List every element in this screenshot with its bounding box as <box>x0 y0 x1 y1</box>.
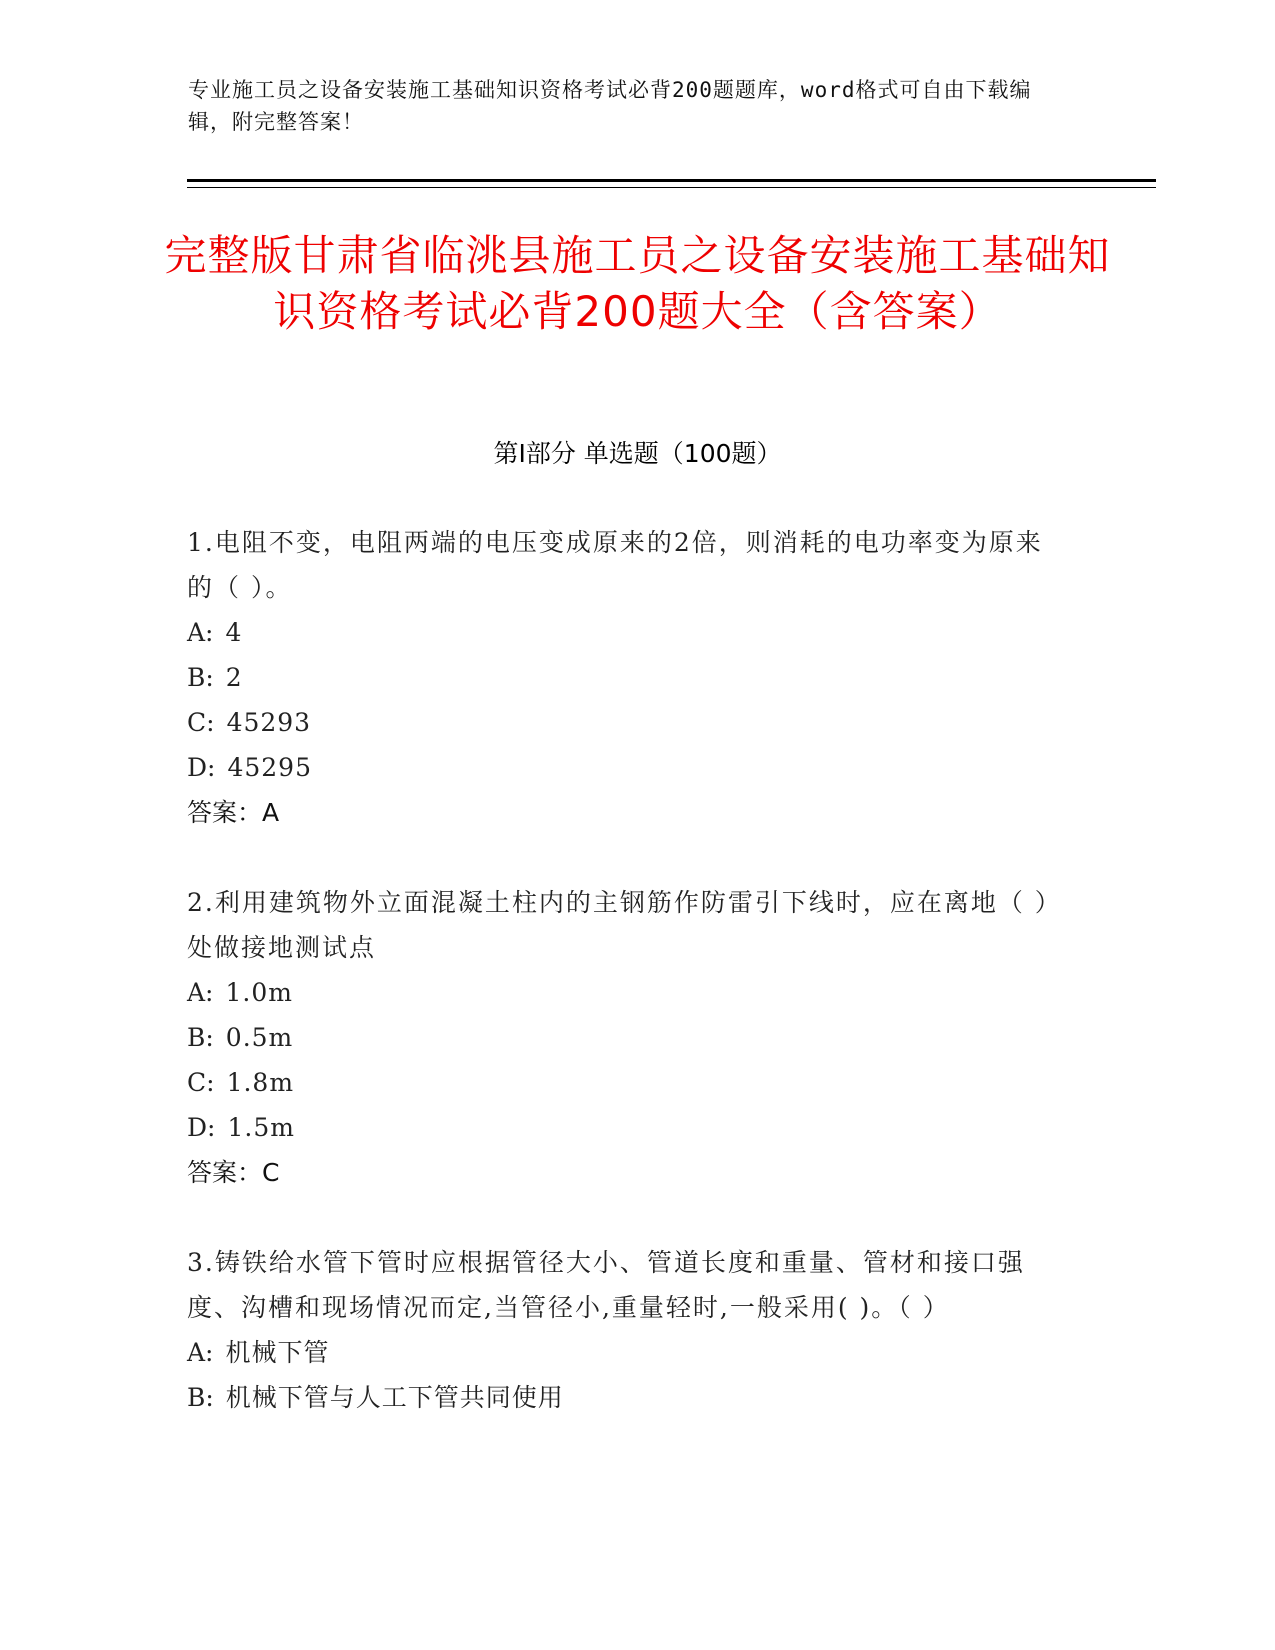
option-text: 45295 <box>227 753 312 782</box>
option-letter: C: <box>187 1068 215 1097</box>
option-text: 1.5m <box>227 1113 295 1142</box>
header-divider-thick <box>187 179 1156 182</box>
option-c <box>187 700 1067 745</box>
question-stem: 1.电阻不变，电阻两端的电压变成原来的2倍，则消耗的电功率变为原来的（ ）。 <box>187 528 1043 602</box>
header-note: 专业施工员之设备安装施工基础知识资格考试必背200题题库，word格式可自由下载编辑，附完整答案！ <box>188 78 1032 134</box>
option-text: 45293 <box>226 708 312 737</box>
question-stem: 3.铸铁给水管下管时应根据管径大小、管道长度和重量、管材和接口强度、沟槽和现场情况而定,当管径小,重量轻时,一般采用( )。（ ） <box>187 1248 1025 1322</box>
question-3 <box>187 1240 1067 1420</box>
option-d <box>187 1105 1067 1150</box>
option-text: 机械下管 <box>225 1338 330 1367</box>
option-text: 1.0m <box>225 978 293 1007</box>
option-letter: A: <box>187 1338 214 1367</box>
option-a <box>187 970 1067 1015</box>
option-letter: C: <box>187 708 215 737</box>
header-divider-thin <box>187 187 1156 188</box>
question-1 <box>187 520 1067 835</box>
option-letter: B: <box>187 1383 214 1412</box>
question-2 <box>187 880 1067 1195</box>
option-letter: D: <box>187 1113 216 1142</box>
option-text: 机械下管与人工下管共同使用 <box>225 1383 564 1412</box>
option-a <box>187 610 1067 655</box>
option-letter: D: <box>187 753 216 782</box>
option-text: 2 <box>225 663 243 692</box>
document-title: 完整版甘肃省临洮县施工员之设备安装施工基础知识资格考试必背200题大全（含答案） <box>164 231 1111 336</box>
option-letter: B: <box>187 1023 214 1052</box>
option-letter: A: <box>187 978 214 1007</box>
option-text: 0.5m <box>225 1023 294 1052</box>
option-b <box>187 655 1067 700</box>
option-letter: B: <box>187 663 214 692</box>
option-a <box>187 1330 1067 1375</box>
answer-line: 答案：A <box>187 798 280 827</box>
option-b <box>187 1375 1067 1420</box>
answer-line: 答案：C <box>187 1158 280 1187</box>
option-letter: A: <box>187 618 214 647</box>
option-d <box>187 745 1067 790</box>
section-title: 第Ⅰ部分 单选题（100题） <box>493 439 782 468</box>
question-stem: 2.利用建筑物外立面混凝土柱内的主钢筋作防雷引下线时，应在离地（ ）处做接地测试点 <box>187 888 1062 962</box>
option-c <box>187 1060 1067 1105</box>
option-text: 4 <box>225 618 243 647</box>
option-text: 1.8m <box>226 1068 295 1097</box>
option-b <box>187 1015 1067 1060</box>
